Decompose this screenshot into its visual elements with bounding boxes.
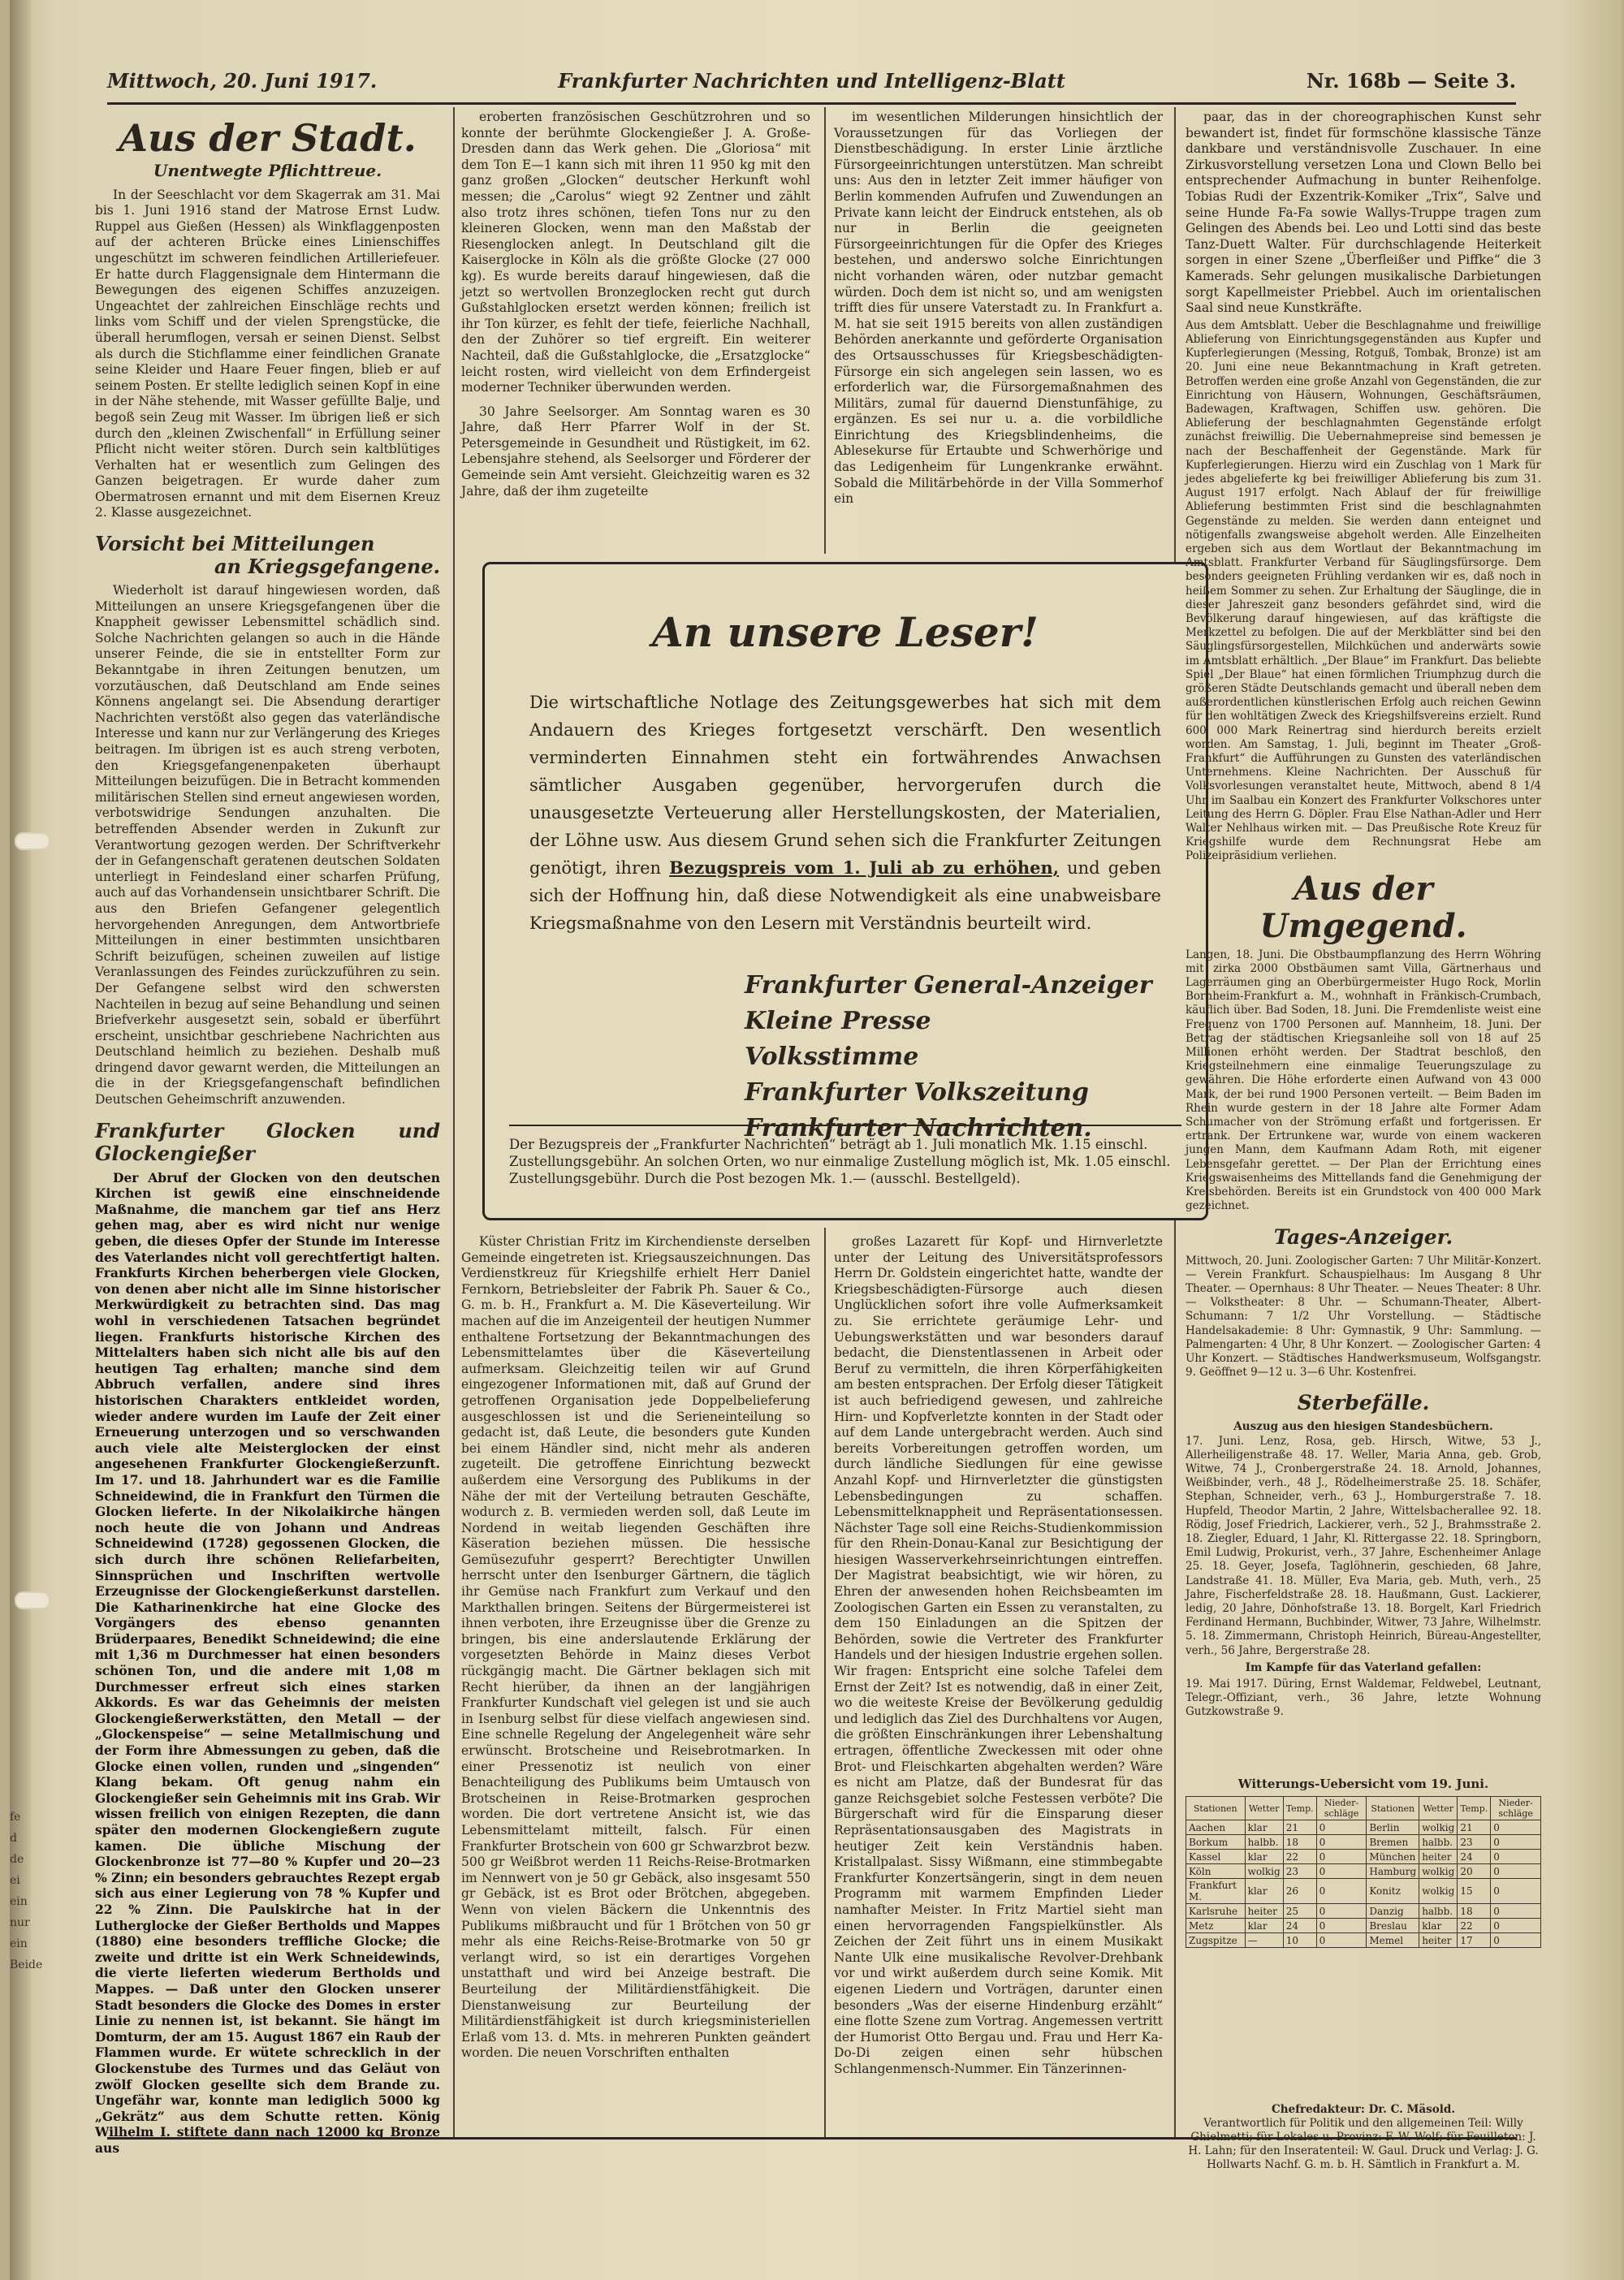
article-headline: Unentwegte Pflichttreue. (153, 161, 382, 180)
weather-cell: 17 (1458, 1933, 1491, 1948)
weather-cell: Bremen (1367, 1835, 1419, 1850)
notice-emphasis: Bezugspreis vom 1. Juli ab zu erhöhen, (669, 857, 1060, 878)
weather-cell: klar (1245, 1850, 1283, 1864)
deaths-subtitle: Auszug aus den hiesigen Standesbüchern. (1233, 1420, 1493, 1434)
weather-cell: München (1367, 1850, 1419, 1864)
weather-cell: 10 (1283, 1933, 1316, 1948)
weather-cell: 0 (1491, 1919, 1541, 1933)
column-4 (1186, 110, 1541, 1774)
weather-cell: 0 (1491, 1820, 1541, 1835)
weather-cell: Breslau (1367, 1919, 1419, 1933)
weather-row (1186, 1904, 1541, 1919)
weather-cell: 0 (1316, 1879, 1367, 1904)
weather-cell: heiter (1419, 1850, 1458, 1864)
publisher-name: Frankfurter Volkszeitung (745, 1078, 1089, 1107)
weather-cell: 23 (1458, 1835, 1491, 1850)
binding-stitch (15, 1591, 50, 1609)
weather-row (1186, 1850, 1541, 1864)
weather-cell: Metz (1186, 1919, 1246, 1933)
weather-cell: Borkum (1186, 1835, 1246, 1850)
weather-cell: Karlsruhe (1186, 1904, 1246, 1919)
weather-cell: 0 (1316, 1919, 1367, 1933)
weather-row (1186, 1933, 1541, 1948)
weather-cell: 0 (1316, 1820, 1367, 1835)
notice-text (529, 689, 1161, 937)
edge-fragment: d (10, 1832, 17, 1845)
edge-fragment: ein (10, 1937, 28, 1950)
weather-header-cell: Stationen (1186, 1797, 1246, 1820)
weather-header-cell: Temp. (1458, 1797, 1491, 1820)
weather-cell: 24 (1283, 1919, 1316, 1933)
edge-fragment: fe (10, 1811, 21, 1824)
imprint-text: Verantwortlich für Politik und den allgemeinen Teil: Willy Ghielmetti; für Lokales u. Provinz: F. W. Wolf; für Feuilleton: J. H. Lahn; für den Inseratenteil: W. Gaul. Druck und Verlag: J. G. Hollwarts Nachf. G. m. b. H. Sämtlich in Frankfurt a. M. (1188, 2117, 1539, 2171)
weather-cell: klar (1245, 1919, 1283, 1933)
notice-footnote: Der Bezugspreis der „Frankfurter Nachrichten“ beträgt ab 1. Juli monatlich Mk. 1.15 einschl. Zustellungsgebühr. An solchen Orten, wo nur einmalige Zustellung möglich ist, Mk. 1.05 einschl. Zustellungsgebühr. Durch die Post bezogen Mk. 1.— (ausschl. Bestellgeld). (509, 1125, 1181, 1187)
weather-cell: 0 (1491, 1879, 1541, 1904)
weather-cell: 15 (1458, 1879, 1491, 1904)
edge-fragment: Beide (10, 1958, 43, 1971)
footer-rule (107, 2137, 1516, 2140)
article-body: im wesentlichen Milderungen hinsichtlich der Voraussetzungen für das Vorliegen der Dienstbeschädigung. In erster Linie ärztliche Fürsorgeeinrichtungen unterstützen. Man schreibt uns: Aus den in letzter Zeit immer häufiger von Berlin kommenden Aufrufen und Zuwendungen an Private kann leicht der Eindruck entstehen, als ob nur in Berlin die geeigneten Fürsorgeeinrichtungen für die Opfer des Krieges bestehen, und anderswo solche Einrichtungen nicht vorhanden wären, oder nutzbar gemacht würden. Doch dem ist nicht so, und am wenigsten trifft dies für unsere Vaterstadt zu. In Frankfurt a. M. hat sie seit 1915 bereits von allen zuständigen Behörden anerkannte und geförderte Organisation des Ortsausschusses für Kriegsbeschädigten-Fürsorge ein sich angelegen sein lassen, wo es erforderlich war, die Fürsorgemaßnahmen des Militärs, zumal für dauernd Dienstunfähige, zu ergänzen. Es sei nur u. a. die vorbildliche Einrichtung des Kriegsblindenheims, die Ablesekurse für Ertaubte und Schwerhörige und das Ledigenheim für Lungenkranke erwähnt. Sobald die Militärbehörde in der Villa Sommerhof ein (834, 110, 1163, 507)
weather-cell: 0 (1316, 1904, 1367, 1919)
section-title: Sterbefälle. (1297, 1391, 1430, 1415)
column-divider (453, 107, 455, 2137)
publisher-name: Frankfurter General-Anzeiger (745, 971, 1152, 1000)
weather-cell: 18 (1458, 1904, 1491, 1919)
weather-cell: Köln (1186, 1864, 1246, 1879)
weather-cell: — (1245, 1933, 1283, 1948)
weather-cell: Kassel (1186, 1850, 1246, 1864)
article-headline: Vorsicht bei Mitteilungen (95, 532, 375, 556)
column-3-top (834, 110, 1163, 552)
weather-cell: 0 (1316, 1835, 1367, 1850)
weather-cell: 22 (1283, 1850, 1316, 1864)
masthead: Frankfurter Nachrichten und Intelligenz-Blatt (558, 69, 1065, 93)
publisher-list (745, 968, 1206, 1146)
weather-cell: halbb. (1419, 1835, 1458, 1850)
weather-cell: Zugspitze (1186, 1933, 1246, 1948)
weather-cell: wolkig (1419, 1879, 1458, 1904)
issue-date: Mittwoch, 20. Juni 1917. (107, 69, 378, 93)
article-body: Der Abruf der Glocken von den deutschen Kirchen ist gewiß eine einschneidende Maßnahme, die manchem gar tief ans Herz gehen mag, aber es wird nicht nur wenige geben, die dieses Opfer der Stunde im Interesse des Vaterlandes nicht voll gerechtfertigt halten. Frankfurts Kirchen beherbergen viele Glocken, von denen aber nicht alle im Sinne historischer Merkwürdigkeit zu betrachten sind. Das mag wohl in verschiedenen Tatsachen begründet liegen. Frankfurts historische Kirchen des Mittelalters haben sich nicht alle bis auf den heutigen Tag erhalten; manche sind dem Abbruch verfallen, andere sind ihres historischen Charakters entkleidet worden, wieder andere wurden im Laufe der Zeit einer Erneuerung unterzogen und so verschwanden auch viele alte Meisterglocken der einst angesehenen Frankfurter Glockengießerzunft. Im 17. und 18. Jahrhundert war es die Familie Schneidewind, die in Frankfurt den Türmen die Glocken lieferte. In der Nikolaikirche hängen noch heute die von Johann und Andreas Schneidewind (1728) gegossenen Glocken, die sich durch ihre schönen Reliefarbeiten, Sinnsprüchen und Inschriften wertvolle Erzeugnisse der Glockengießerkunst darstellen. Die Katharinenkirche hat eine Glocke des Vorgängers des ebenso genannten Brüderpaares, Benedikt Schneidewind; die eine mit 1,36 m Durchmesser hat einen besonders schönen Ton, und die andere mit 1,08 m Durchmesser erfreut sich eines starken Akkords. Es war das Geheimnis der meisten Glockengießerwerkstätten, den Metall — der „Glockenspeise“ — seine Metallmischung und der Form ihre Abmessungen zu geben, daß die Glocke einen vollen, runden und „singenden“ Klang bekam. Oft genug nahm ein Glockengießer sein Geheimnis mit ins Grab. Wir wissen freilich von einigen Rezepten, die dann später den modernen Glockengießern zugute kamen. Die übliche Mischung der Glockenbronze ist 77—80 % Kupfer und 20—23 % Zinn; ein besonders gebrauchtes Rezept ergab sich aus einer Legierung von 78 % Kupfer und 22 % Zinn. Die Paulskirche hat in der Lutherglocke der Gießer Bertholds und Mappes (1880) eine besonders treffliche Glocke; die zweite und dritte ist ein Werk Schneidewinds, die vierte lieferten wiederum Bertholds und Mappes. — Daß unter den Glocken unserer Stadt besonders die Glocke des Domes in erster Linie zu nennen ist, ist bekannt. Sie hängt im Domturm, der am 15. August 1867 ein Raub der Flammen wurde. Er wütete schrecklich in der Glockenstube des Turmes und das Geläut von zwölf Glocken gesellte sich dem Brande zu. Ungefähr war, konnte man lediglich 5000 kg „Gekrätz“ aus dem Schutte retten. König Wilhelm I. stiftete dann nach 12000 kg Bronze aus (95, 1169, 440, 2156)
section-title: Aus der Umgegend. (1259, 869, 1467, 945)
section-title: Aus der Stadt. (119, 116, 417, 160)
notice-text-part: Die wirtschaftliche Notlage des Zeitungsgewerbes hat sich mit dem Andauern des Krieges fortgesetzt verschärft. Den wesentlich verminderten Einnahmen steht ein fortwährendes Anwachsen sämtlicher Ausgaben gegenüber, hervorgerufen durch die unausgesetzte Verteuerung aller Herstellungskosten, der Materialien, der Löhne usw. Aus diesem Grund sehen sich die Frankfurter Zeitungen genötigt, ihren (529, 693, 1161, 878)
weather-cell: heiter (1419, 1933, 1458, 1948)
weather-cell: Frankfurt M. (1186, 1879, 1246, 1904)
article-body: 30 Jahre Seelsorger. Am Sonntag waren es 30 Jahre, daß Herr Pfarrer Wolf in der St. Petersgemeinde in Gesundheit und Rüstigkeit, im 62. Lebensjahre stehend, als Seelsorger und Förderer der Gemeinde sein Amt versieht. Gleichzeitig waren es 32 Jahre, daß der ihm zugeteilte (461, 404, 810, 499)
weather-cell: 0 (1491, 1933, 1541, 1948)
weather-cell: Konitz (1367, 1879, 1419, 1904)
weather-header-cell: Nieder-schläge (1491, 1797, 1541, 1820)
column-3-bottom (834, 1234, 1163, 2135)
newspaper-page (10, 0, 1622, 2280)
weather-cell: 20 (1458, 1864, 1491, 1879)
weather-cell: 0 (1491, 1904, 1541, 1919)
weather-row (1186, 1879, 1541, 1904)
weather-cell: wolkig (1419, 1864, 1458, 1879)
regional-news (1186, 948, 1541, 1214)
article-body: 19. Mai 1917. Düring, Ernst Waldemar, Feldwebel, Leutnant, Telegr.-Offiziant, verh., 36 Jahre, letzte Wohnung Gutzkowstraße 9. (1186, 1677, 1541, 1719)
weather-cell: 21 (1283, 1820, 1316, 1835)
weather-header-cell: Wetter (1419, 1797, 1458, 1820)
column-2-top (461, 110, 810, 552)
section-title: Tages-Anzeiger. (1273, 1224, 1453, 1249)
notice-title: An unsere Leser! (651, 608, 1039, 656)
weather-row (1186, 1864, 1541, 1879)
weather-row (1186, 1820, 1541, 1835)
weather-cell: 22 (1458, 1919, 1491, 1933)
weather-cell: Hamburg (1367, 1864, 1419, 1879)
weather-cell: klar (1245, 1820, 1283, 1835)
weather-cell: 21 (1458, 1820, 1491, 1835)
weather-cell: 23 (1283, 1864, 1316, 1879)
weather-cell: 0 (1491, 1850, 1541, 1864)
edge-fragment: ei (10, 1874, 20, 1887)
weather-cell: Aachen (1186, 1820, 1246, 1835)
column-divider (824, 1228, 826, 2137)
column-2-bottom (461, 1234, 810, 2135)
weather-table (1186, 1796, 1541, 1948)
weather-header-cell: Wetter (1245, 1797, 1283, 1820)
edge-fragment: ein (10, 1895, 28, 1908)
article-body: Mittwoch, 20. Juni. Zoologischer Garten: 7 Uhr Militär-Konzert. — Verein Frankfurt. Schauspielhaus: Im Ausgang 8 Uhr Theater. — Opernhaus: 8 Uhr Theater. — Neues Theater: 8 Uhr. — Volkstheater: 8 Uhr. — Schumann-Theater, Albert-Schumann: 7 1/2 Uhr Vorstellung. — Städtische Handelsakademie: 8 Uhr: Gymnastik, 9 Uhr: Sammlung. — Palmengarten: 4 Uhr, 8 Uhr Konzert. — Zoologischer Garten: 4 Uhr Konzert. — Städtisches Handwerksmuseum, Wolfsgangstr. 9. Geöffnet 9—12 u. 3—6 Uhr. Kostenfrei. (1186, 1254, 1541, 1380)
weather-cell: 24 (1458, 1850, 1491, 1864)
weather-row (1186, 1835, 1541, 1850)
article-body: 17. Juni. Lenz, Rosa, geb. Hirsch, Witwe, 53 J., Allerheiligenstraße 48. 17. Weller, Maria Anna, geb. Grob, Witwe, 74 J., Cronbergerstraße 24. 18. Arnold, Johannes, Weißbinder, verh., 48 J., Rödelheimerstraße 25. 18. Schäfer, Stephan, Schneider, verh., 63 J., Homburgerstraße 7. 18. Hupfeld, Theodor Martin, 2 Jahre, Wittelsbacherallee 92. 18. Rödig, Josef Friedrich, Lackierer, verh., 52 J., Brahmsstraße 2. 18. Ziegler, Eduard, 1 Jahr, Kl. Rittergasse 22. 18. Springborn, Emil Ludwig, Prokurist, verh., 37 Jahre, Eschenheimer Anlage 25. 18. Geyer, Josefa, Taglöhnerin, geschieden, 68 Jahre, Landstraße 41. 18. Müller, Eva Maria, geb. Muth, verh., 25 Jahre, Fischerfeldstraße 28. 18. Haußmann, Gust. Lackierer, ledig, 20 Jahre, Dönhofstraße 13. 18. Borgelt, Karl Friedrich Ferdinand Hermann, Buchbinder, Witwer, 73 Jahre, Wilhelmstr. 5. 18. Zimmermann, Christoph Heinrich, Büreau-Angestellter, verh., 56 Jahre, Bergerstraße 28. (1186, 1434, 1541, 1657)
weather-cell: klar (1419, 1919, 1458, 1933)
article-body: In der Seeschlacht vor dem Skagerrak am 31. Mai bis 1. Juni 1916 stand der Matrose Ernst Ludw. Ruppel aus Gießen (Hessen) als Winkflaggenposten auf der achteren Brücke eines Linienschiffes ungeschützt im schweren feindlichen Artilleriefeuer. Er hatte durch Flaggensignale dem Hintermann die Bewegungen des eigenen Schiffes anzuzeigen. Ungeachtet der zahlreichen Einschläge rechts und links vom Schiff und der vielen Sprengstücke, die überall herumflogen, versah er seinen Dienst. Selbst als durch die Stichflamme einer feindlichen Granate seine Kleider und Haare Feuer fingen, blieb er auf seinem Posten. Er stellte lediglich seinen Kopf in eine in der Nähe stehende, mit Wasser gefüllte Balje, und begoß sein Zeug mit Wasser. Im übrigen ließ er sich durch den „kleinen Zwischenfall“ in Erfüllung seiner Pflicht nicht weiter stören. Durch sein kaltblütiges Verhalten hat er wesentlich zum Gelingen des Ganzen beigetragen. Er wurde daher zum Obermatrosen ernannt und mit dem Eisernen Kreuz 2. Klasse ausgezeichnet. (95, 187, 440, 520)
edge-fragments (10, 1807, 43, 1976)
article-body: Langen, 18. Juni. Die Obstbaumpflanzung des Herrn Wöhring mit zirka 2000 Obstbäumen samt Villa, Gärtnerhaus und Lagerräumen ging an Oberbürgermeister Hugo Rock, Morlin Bornheim-Frankfurt a. M., wohnhaft in Fränkisch-Crumbach, käuflich über. Bad Soden, 18. Juni. Die Fremdenliste weist eine Frequenz von 1700 Personen auf. Mannheim, 18. Juni. Der Betrag der städtischen Kriegsanleihe soll von 18 auf 25 Millionen erhöht werden. Der Stadtrat beschloß, den Kriegsteilnehmern eine einmalige Teuerungszulage zu gewähren. Die Höhe erforderte einen Aufwand von 43 000 Mark, der bei rund 1900 Personen verteilt. — Beim Baden im Rhein wurde gestern in der 18 Jahre alte Former Adam Schumacher von der Strömung erfaßt und fortgerissen. Er ertrank. Der Ertrunkene war, wurde von einem wackeren jungen Mann, dem Kaufmann Adam Roth, mit eigener Lebensgefahr gerettet. — Der Plan der Errichtung eines Kriegswaisenheims des Mittellands fand die Genehmigung der Kreisbehörden. Bereits ist ein Grundstock von 400 000 Mark gezeichnet. (1186, 948, 1541, 1213)
edge-fragment: de (10, 1853, 24, 1866)
weather-cell: 26 (1283, 1879, 1316, 1904)
editor-in-chief: Chefredakteur: Dr. C. Mäsold. (1271, 2103, 1456, 2116)
weather-cell: 18 (1283, 1835, 1316, 1850)
deaths-list (1186, 1435, 1541, 1720)
article-body: eroberten französischen Geschützrohren und so konnte der berühmte Glockengießer J. A. Große-Dresden dann das Werk gehen. Die „Gloriosa“ mit dem Ton E—1 kann sich mit ihren 11 950 kg mit den ganz großen „Glocken“ deutscher Herkunft wohl messen; die „Carolus“ wiegt 92 Zentner und zählt also trotz ihres schönen, tiefen Tons nur zu den kleineren Glocken, wenn man den Maßstab der Riesenglocken anlegt. In Deutschland gilt die Kaiserglocke in Köln als die größte Glocke (27 000 kg). Es wurde bereits darauf hingewiesen, daß die jetzt so wertvollen Bronzeglocken recht gut durch Gußstahlglocken ersetzt werden können; freilich ist ihr Ton kürzer, es fehlt der tiefe, feierliche Nachhall, den der Zuhörer so tief ergreift. Ein weiterer Nachteil, daß die Gußstahlglocke, die „Ersatzglocke“ leicht rosten, wird vielleicht von dem Erfindergeist moderner Techniker überwunden werden. (461, 110, 810, 395)
weather-cell: Berlin (1367, 1820, 1419, 1835)
weather-title: Witterungs-Uebersicht vom 19. Juni. (1237, 1777, 1489, 1791)
article-body: Wiederholt ist darauf hingewiesen worden, daß Mitteilungen an unsere Kriegsgefangenen über die Knappheit gewisser Lebensmittel schädlich sind. Solche Nachrichten gelangen so auch in die Hände unserer Feinde, die sie in entstellter Form zur Bekanntgabe in ihren Zeitungen benutzen, um vorzutäuschen, daß Deutschland am Ende seines Könnens angelangt sei. Die Absendung derartiger Nachrichten verstößt also gegen das vaterländische Interesse und kann nur zur Verlängerung des Krieges beitragen. Im übrigen ist es auch streng verboten, den Kriegsgefangenenpaketen überhaupt Mitteilungen beizufügen. Die in Betracht kommenden militärischen Stellen sind erneut angewiesen worden, verbotswidrige Sendungen anzuhalten. Die betreffenden Absender werden in Zukunft zur Verantwortung gezogen werden. Der Schriftverkehr der in Gefangenschaft geratenen deutschen Soldaten unterliegt in Feindesland einer scharfen Prüfung, auch auf das Vorhandensein unsichtbarer Schrift. Die aus den Briefen Gefangener gelegentlich hervorgehenden Anregungen, dem Antwortbriefe Mitteilungen in einer bestimmten unsichtbaren Schrift beizufügen, scheinen zuweilen auf listige Veranlassungen des Feindes zurückzuführen zu sein. Der Gefangene selbst wird den schwersten Nachteilen in bezug auf seine Behandlung und seinen Briefverkehr ausgesetzt sein, sobald er überführt erscheint, unsichtbar geschriebene Nachrichten aus Deutschland heimlich zu beziehen. Deshalb muß dringend davor gewarnt werden, die Mitteilungen an die in der Kriegsgefangenschaft befindlichen Deutschen Geheimschrift anzuwenden. (95, 583, 440, 1108)
notice-box (482, 562, 1208, 1220)
weather-cell: 0 (1491, 1864, 1541, 1879)
article-body: großes Lazarett für Kopf- und Hirnverletzte unter der Leitung des Universitätsprofessors Herrn Dr. Goldstein eingerichtet hatte, wandte der Kriegsbeschädigten-Fürsorge auch diesen Unglücklichen sofort ihre volle Aufmerksamkeit zu. Sie errichtete geräumige Lehr- und Uebungswerkstätten und war besonders darauf bedacht, die Dienstentlassenen in Arbeit oder Beruf zu vermitteln, die ihren Körperfähigkeiten am besten entsprachen. Der Erfolg dieser Tätigkeit ist auch befriedigend gewesen, und zahlreiche Hirn- und Kopfverletzte konnten in der Stadt oder auf dem Lande untergebracht werden. Auch sind bereits Vorbereitungen getroffen worden, um durch ländliche Siedlungen für eine gewisse Anzahl Kopf- und Hirnverletzter die günstigsten Lebensbedingungen zu schaffen. Lebensmittelknappheit und Repräsentationsessen. Nächster Tage soll eine Reichs-Studienkommission für den Rhein-Donau-Kanal zur Besichtigung der hiesigen Wasserverkehrseinrichtungen eintreffen. Der Magistrat beabsichtigt, wie wir hören, zu Ehren der anwesenden hohen Reichsbeamten im Zoologischen Garten ein Essen zu veranstalten, zu dem 150 Einladungen an die Spitzen der Behörden, sowie die Vertreter des Frankfurter Handels und der hiesigen Industrie ergehen sollen. Wir fragen: Entspricht eine solche Tafelei dem Ernst der Zeit? Ist es notwendig, daß in einer Zeit, wo die weiteste Kreise der Bevölkerung geduldig und lediglich das Ziel des Durchhaltens vor Augen, die größten Einschränkungen ihrer Lebenshaltung ertragen, öffentliche Zweckessen mit oder ohne Brot- und Fleischkarten abgehalten werden? Wäre es nicht am Platze, daß der Bundesrat für das ganze Reichsgebiet solche Festessen verböte? Die Bürgerschaft wird für die Einsparung dieser Repräsentationsausgaben des Magistrats in heutiger Zeit kein Verständnis haben. Kristallpalast. Sissy Wißmann, eine stimmbegabte Frankfurter Konzertsängerin, singt in dem neuen Programm mit warmem Empfinden Lieder namhafter Meister. In Fritz Martiel sieht man einen hervorragenden Fangspielkünstler. Als Zeichen der Zeit führt uns in einem Musikakt Nante Ulk eine musikalische Revolver-Drehbank vor und wirkt außerdem durch seine Komik. Mit eigenen Liedern und Vorträgen, darunter einen besonders „Was der eiserne Hindenburg erzählt“ eine flotte Szene zum Vortrag. Angemessen vertritt der Humorist Otto Bergau und. Frau und Herr Ka-Do-Di zeigen einen sehr hübschen Schlangenmensch-Nummer. Ein Tänzerinnen- (834, 1234, 1163, 2076)
edge-fragment: nur (10, 1916, 30, 1929)
weather-cell: 0 (1316, 1864, 1367, 1879)
page-number: Nr. 168b — Seite 3. (1306, 69, 1516, 93)
daily-events (1186, 1254, 1541, 1380)
fallen-heading: Im Kampfe für das Vaterland gefallen: (1245, 1660, 1482, 1674)
notice-text-part: und geben sich der Hoffnung hin, daß diese Notwendigkeit als eine unabweisbare Kriegsmaßnahme von den Lesern mit Verständnis beurteilt wird. (529, 858, 1161, 933)
weather-cell: Memel (1367, 1933, 1419, 1948)
weather-header-cell: Nieder-schläge (1316, 1797, 1367, 1820)
weather-cell: 0 (1316, 1933, 1367, 1948)
weather-cell: 25 (1283, 1904, 1316, 1919)
article-body: Aus dem Amtsblatt. Ueber die Beschlagnahme und freiwillige Ablieferung von Einrichtungsgegenständen aus Kupfer und Kupferlegierungen (Messing, Rotguß, Tombak, Bronze) ist am 20. Juni eine neue Bekanntmachung in Kraft getreten. Betroffen werden eine große Anzahl von Gegenständen, die zur Einrichtung von Häusern, Wohnungen, Geschäftsräumen, Badewagen, Kraftwagen, Schiffen usw. gehören. Die Ablieferung der beschlagnahmten Gegenstände erfolgt zunächst freiwillig. Die Uebernahmepreise sind bemessen je nach der Beschaffenheit der Gegenstände. Mark für Kupferlegierungen. Hierzu wird ein Zuschlag von 1 Mark für jedes abgelieferte kg bei freiwilliger Ablieferung bis zum 31. August 1917 erfolgt. Nach Ablauf der für freiwillige Ablieferung bestimmten Frist sind die beschlagnahmten Gegenstände zu melden. Sie werden dann enteignet und nötigenfalls zwangsweise abgeholt werden. Alle Einzelheiten ergeben sich aus dem Wortlaut der Bekanntmachung im Amtsblatt. Frankfurter Verband für Säuglingsfürsorge. Dem besonders geeigneten Frühling verdanken wir es, daß noch in heißem Sommer zu sehen. Zur Erhaltung der Säuglinge, die in dieser Jahreszeit ganz besonders gefährdet sind, wird die Bevölkerung darauf hingewiesen, auf das kräftigste die Merkzettel zu befolgen. Die auf der Merkblätter sind bei den Säuglingsfürsorgestellen, Milchküchen und anderwärts sowie im Amtsblatt erhältlich. „Der Blaue“ im Frankfurt. Das beliebte Spiel „Der Blaue“ hat einen förmlichen Triumphzug durch die größeren Städte Deutschlands gemacht und überall neben dem außerordentlichen künstlerischen Erfolg auch reichen Gewinn für den wohltätigen Zweck des Kriegshilfsvereins erzielt. Rund 600 000 Mark Reinertrag sind hierdurch bereits erzielt worden. Am Samstag, 1. Juli, beginnt im Theater „Groß-Frankfurt“ die Aufführungen zu Gunsten des vaterländischen Unternehmens. Kleine Nachrichten. Der Ausschuß für Volksvorlesungen veranstaltet heute, Mittwoch, abend 8 1/4 Uhr im Saalbau ein Konzert des Frankfurter Volkschores unter Leitung des Herrn G. Döpler. Frau Else Nathan-Adler und Herr Walter Nehlhaus wirken mit. — Das Preußische Rote Kreuz für Kriegshilfe wurde dem Rechnungsrat Hebe am Polizeipräsidium verliehen. (1186, 318, 1541, 863)
weather-cell: 0 (1316, 1850, 1367, 1864)
weather-cell: klar (1245, 1879, 1283, 1904)
weather-header-cell: Temp. (1283, 1797, 1316, 1820)
weather-cell: wolkig (1245, 1864, 1283, 1879)
weather-cell: wolkig (1419, 1820, 1458, 1835)
article-body: paar, das in der choreographischen Kunst sehr bewandert ist, findet für formschöne klassische Tänze dankbare und verständnisvolle Zuschauer. In eine Zirkusvorstellung versetzen Lona und Clown Bello bei entsprechender Aufmachung in bunter Reihenfolge. Tobias Rudi der Exzentrik-Komiker „Trix“, Salve und seine Hunde Fa-Fa sowie Wallys-Truppe tragen zum Gelingen des Abends bei. Leo und Lotti sind das beste Tanz-Duett Walter. Für durchschlagende Heiterkeit sorgen in einer Szene „Überfleißer und Piffke“ die 3 Kamerads. Sehr gelungen musikalische Darbietungen sorgt Kapellmeister Priebbel. Auch im orientalischen Saal sind neue Kunstkräfte. (1186, 110, 1541, 316)
binding-stitch (15, 832, 50, 850)
weather-cell: halbb. (1419, 1904, 1458, 1919)
weather-cell: Danzig (1367, 1904, 1419, 1919)
article-headline: Frankfurter Glocken und Glockengießer (95, 1118, 440, 1165)
weather-cell: 0 (1491, 1835, 1541, 1850)
weather-cell: halbb. (1245, 1835, 1283, 1850)
page-header (107, 69, 1516, 101)
notices-block (1186, 319, 1541, 864)
weather-cell: heiter (1245, 1904, 1283, 1919)
article-body: Küster Christian Fritz im Kirchendienste derselben Gemeinde eingetreten ist. Kriegsauszeichnungen. Das Verdienstkreuz für Kriegshilfe erhielt Herr Daniel Fernkorn, Betriebsleiter der Fabrik Ph. Sauer & Co., G. m. b. H., Frankfurt a. M. Die Käseverteilung. Wir machen auf die im Anzeigenteil der heutigen Nummer enthaltene Fortsetzung der Bekanntmachungen des Lebensmittelamtes über die Käseverteilung aufmerksam. Gleichzeitig teilen wir auf Grund eingezogener Informationen mit, daß auf Grund der getroffenen Organisation jede Doppelbelieferung ausgeschlossen ist und die Serieneinteilung so gedacht ist, daß Leute, die besonders gute Kunden bei einem Händler sind, nicht mehr als anderen zugeteilt. Die getroffene Einrichtung bezweckt außerdem eine Versorgung des Publikums in der Nähe der mit der Verteilung betrauten Geschäfte, wodurch z. B. vermieden werden soll, daß Leute im Nordend in weitab liegenden Geschäften ihre Käseration beziehen müssen. Die hessische Gemüsezufuhr gesperrt? Berechtigter Unwillen herrscht unter den Isenburger Gärtnern, die täglich ihr Gemüse nach Frankfurt zum Verkauf und den Markthallen bringen. Seitens der Bürgermeisterei ist ihnen verboten, ihre Erzeugnisse über die Grenze zu bringen, bis eine anderslautende Erklärung der vorgesetzten Behörde in Mainz dieses Verbot rückgängig macht. Die Gärtner beklagen sich mit Recht hierüber, da ihnen an der langjährigen Frankfurter Kundschaft viel gelegen ist und sie auch in Isenburg selbst für diese vielfach angewiesen sind. Eine schnelle Regelung der Angelegenheit wäre sehr erwünscht. Brotscheine und Reisebrotmarken. In einer Pressenotiz ist neulich von einer Benachteiligung des Publikums beim Umtausch von Brotscheinen in Reise-Brotmarken gesprochen worden. Die dort vertretene Ansicht ist, wie das Lebensmittelamt mitteilt, falsch. Für einen Frankfurter Brotschein von 600 gr Schwarzbrot bezw. 500 gr Weißbrot werden 11 Reichs-Reise-Brotmarken im Nennwert von je 50 gr Gebäck, also insgesamt 550 gr Gebäck, ist es Brot oder Brötchen, abgegeben. Wenn von vielen Bäckern die Unkenntnis des Publikums mißbraucht und für 1 Brötchen von 50 gr mehr als eine Reichs-Reise-Brotmarke von 50 gr verlangt wird, so ist ein derartiges Vorgehen unstatthaft und wird bei Anzeige bestraft. Die Beurteilung der Militärdienstfähigkeit. Die Dienstanweisung zur Beurteilung der Militärdienstfähigkeit ist durch kriegsministeriellen Erlaß vom 13. d. Mts. in mehreren Punkten geändert worden. Die neuen Vorschriften enthalten (461, 1234, 810, 2061)
publisher-name: Volksstimme (745, 1043, 919, 1071)
weather-row (1186, 1919, 1541, 1933)
column-divider (824, 107, 826, 554)
publisher-name: Kleine Presse (745, 1007, 931, 1035)
article-headline-cont: an Kriegsgefangene. (214, 555, 440, 579)
publisher-name: Frankfurter Nachrichten. (745, 1114, 1092, 1142)
column-1 (95, 110, 440, 2156)
header-rule (107, 102, 1516, 105)
weather-header-cell: Stationen (1367, 1797, 1419, 1820)
